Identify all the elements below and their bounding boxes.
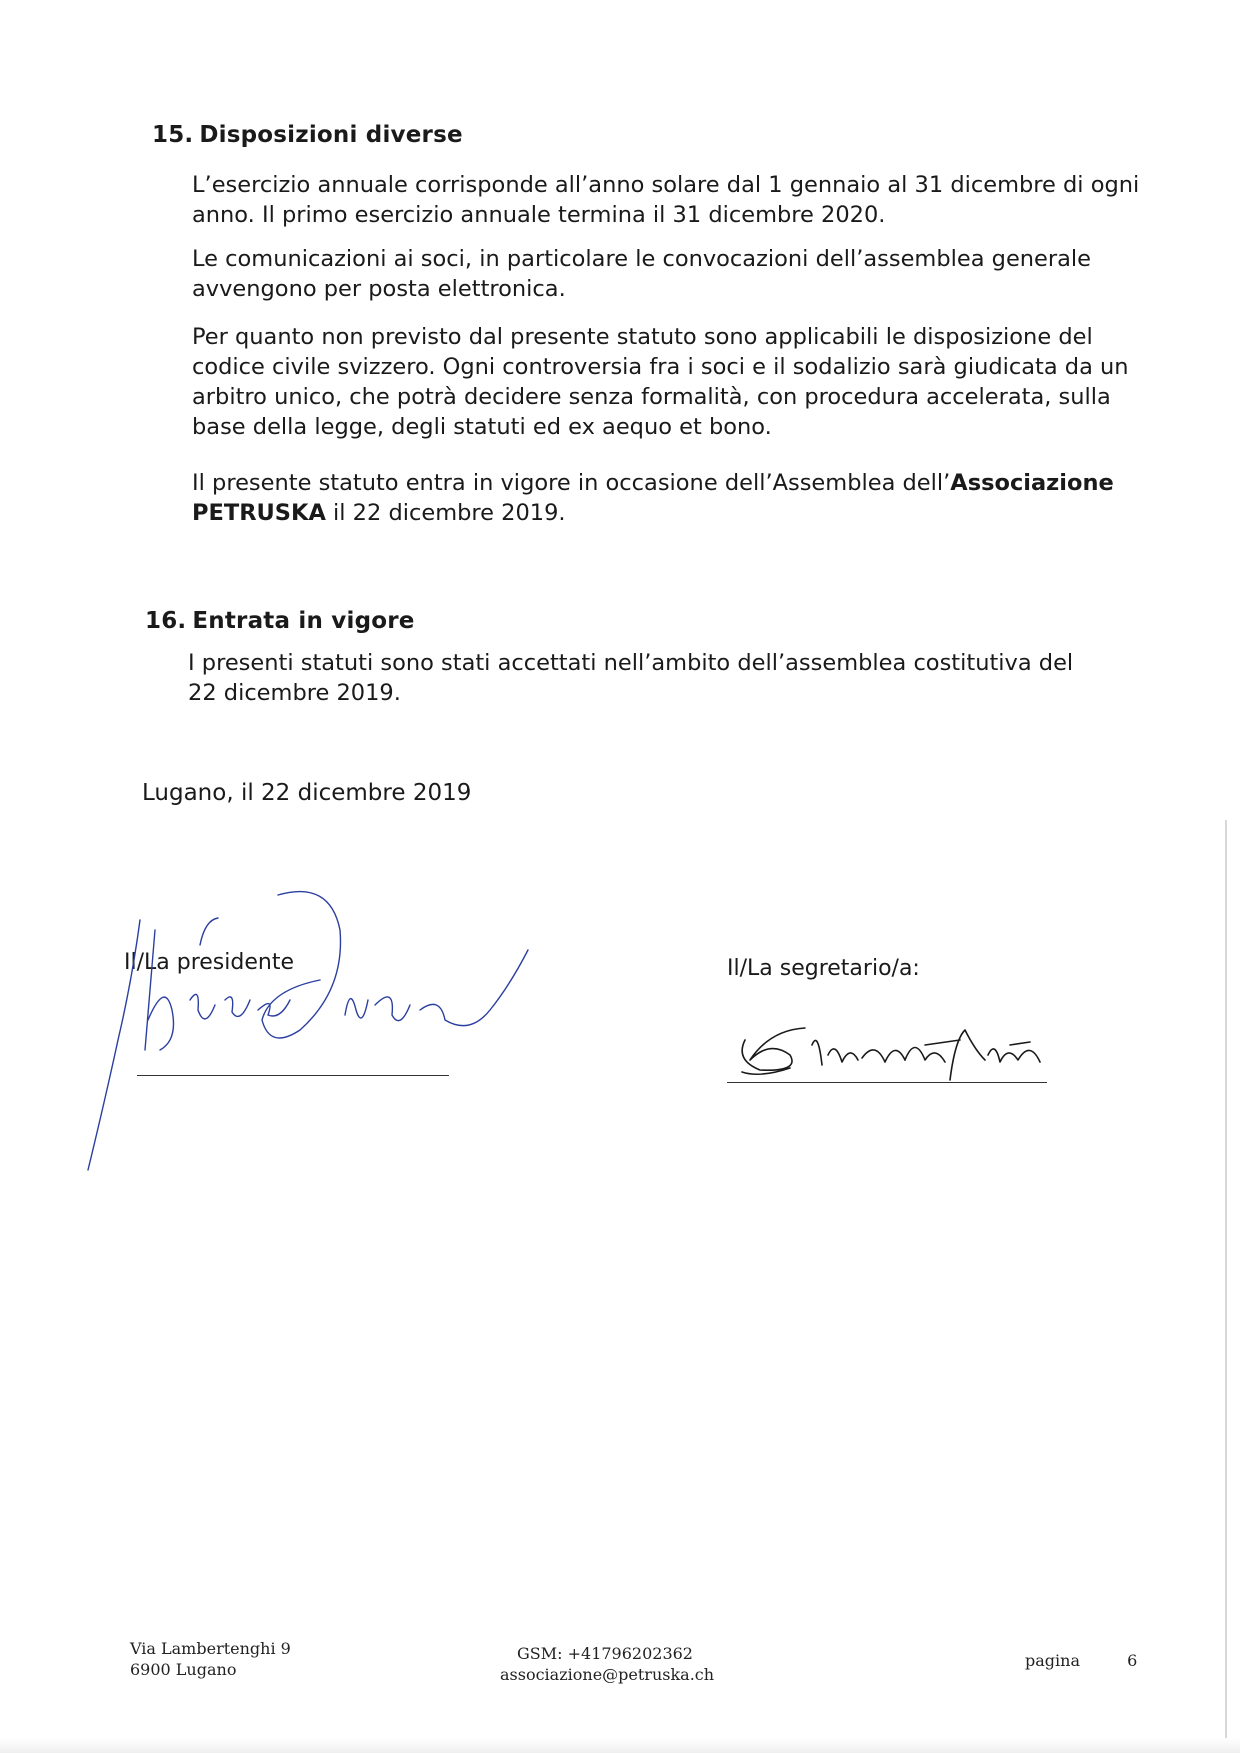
text-line: base della legge, degli statuti ed ex aequo et bono. [192,414,772,440]
section-number: 15. [152,122,194,148]
association-name: Associazione [950,470,1114,496]
email-address: associazione@petruska.ch [500,1665,715,1684]
text-line: Per quanto non previsto dal presente statuto sono applicabili le disposizione del [192,324,1093,350]
secretary-label: Il/La segretario/a: [727,956,920,981]
text-line: anno. Il primo esercizio annuale termina il 31 dicembre 2020. [192,202,886,228]
text-line: I presenti statuti sono stati accettati nell’ambito dell’assemblea costitutiva del [188,650,1074,676]
text-line: arbitro unico, che potrà decidere senza formalità, con procedura accelerata, sulla [192,384,1111,410]
text-line: codice civile svizzero. Ogni controversia fra i soci e il sodalizio sarà giudicata da un [192,354,1129,380]
footer-page [1025,1650,1137,1671]
address-street: Via Lambertenghi 9 [130,1639,291,1658]
president-label: Il/La presidente [124,950,294,975]
place-date: Lugano, il 22 dicembre 2019 [142,780,472,806]
footer-address [130,1638,291,1680]
text-line: avvengono per posta elettronica. [192,276,566,302]
address-city: 6900 Lugano [130,1660,237,1679]
secretary-signature [742,1028,1040,1080]
section-title: Disposizioni diverse [199,122,463,148]
text-line: Le comunicazioni ai soci, in particolare le convocazioni dell’assemblea generale [192,246,1092,272]
section-title: Entrata in vigore [192,608,415,634]
section-number: 16. [145,608,187,634]
text-line: 22 dicembre 2019. [188,680,401,706]
association-name: PETRUSKA [192,500,326,526]
footer-contact [500,1643,715,1685]
text-run: il 22 dicembre 2019. [325,500,566,526]
text-line: L’esercizio annuale corrisponde all’anno solare dal 1 gennaio al 31 dicembre di ogni [192,172,1140,198]
page-number: 6 [1127,1651,1138,1670]
page-label: pagina [1025,1651,1080,1670]
text-run: Il presente statuto entra in vigore in occasione dell’Assemblea dell’ [192,470,951,496]
president-signature [88,892,528,1170]
phone-number: GSM: +41796202362 [517,1644,693,1663]
